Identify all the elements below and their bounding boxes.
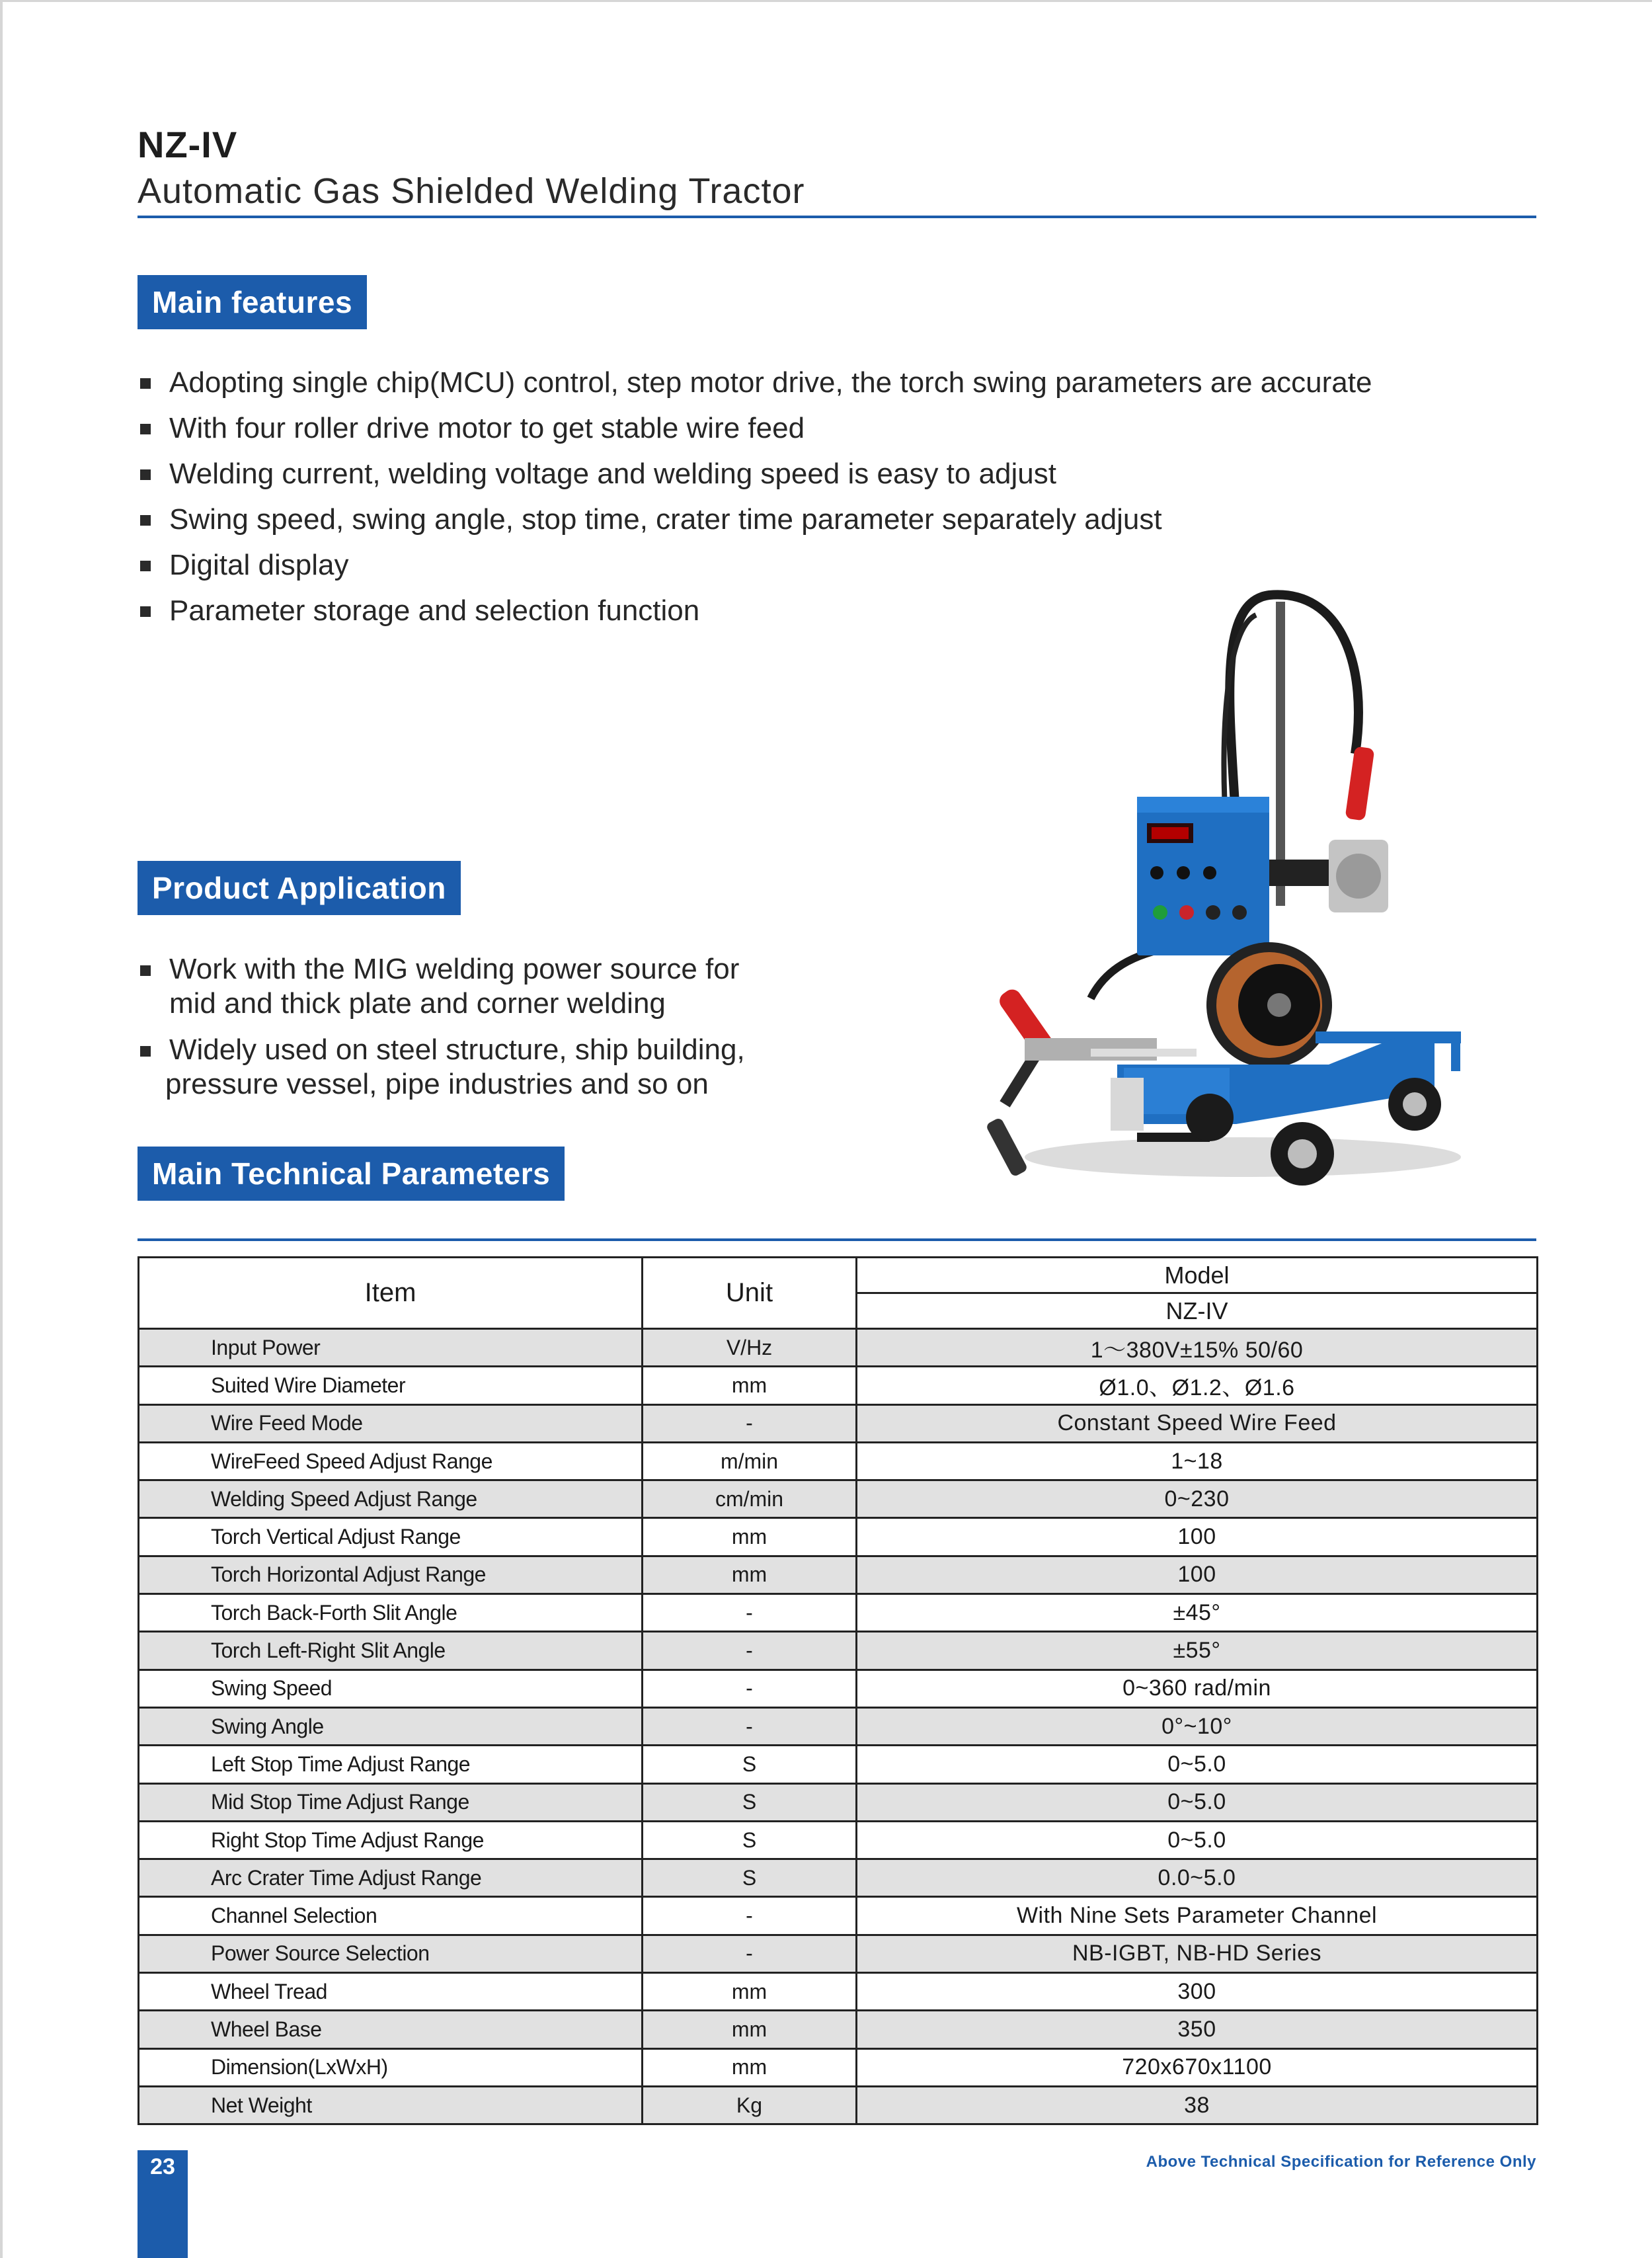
param-unit: - bbox=[643, 1935, 857, 1972]
wire-spool-shape bbox=[1267, 993, 1291, 1017]
param-unit: - bbox=[643, 1594, 857, 1632]
param-value: 350 bbox=[857, 2011, 1538, 2048]
wheel-shape bbox=[1403, 1092, 1427, 1116]
param-item: Torch Vertical Adjust Range bbox=[139, 1518, 643, 1556]
reference-footnote: Above Technical Specification for Reference Only bbox=[1146, 2153, 1536, 2171]
param-unit: - bbox=[643, 1632, 857, 1670]
param-value: 0~5.0 bbox=[857, 1783, 1538, 1821]
param-item: Torch Horizontal Adjust Range bbox=[139, 1556, 643, 1593]
section-heading-technical-parameters: Main Technical Parameters bbox=[138, 1147, 565, 1201]
param-value: 1~18 bbox=[857, 1442, 1538, 1480]
param-value: 100 bbox=[857, 1556, 1538, 1593]
param-item: Swing Speed bbox=[139, 1670, 643, 1707]
table-row bbox=[139, 1404, 1538, 1442]
table-row bbox=[139, 1897, 1538, 1935]
table-row bbox=[139, 1670, 1538, 1707]
control-box-shape bbox=[1137, 797, 1269, 813]
feature-text: Welding current, welding voltage and welding speed is easy to adjust bbox=[169, 458, 1056, 490]
param-value: Ø1.0、Ø1.2、Ø1.6 bbox=[857, 1367, 1538, 1404]
param-value: 300 bbox=[857, 1973, 1538, 2011]
display-shape bbox=[1152, 827, 1189, 839]
param-value: 0~230 bbox=[857, 1480, 1538, 1518]
title-divider bbox=[138, 216, 1536, 218]
param-item: Torch Left-Right Slit Angle bbox=[139, 1632, 643, 1670]
application-text-line2: pressure vessel, pipe industries and so on bbox=[165, 1068, 709, 1100]
param-item: Net Weight bbox=[139, 2086, 643, 2124]
param-item: Right Stop Time Adjust Range bbox=[139, 1821, 643, 1859]
torch-handle-shape bbox=[1345, 746, 1374, 821]
feature-text: Parameter storage and selection function bbox=[169, 594, 700, 627]
list-item bbox=[138, 408, 1372, 454]
param-unit: S bbox=[643, 1783, 857, 1821]
section-heading-main-features: Main features bbox=[138, 275, 367, 329]
param-value: 1～380V±15% 50/60 bbox=[857, 1329, 1538, 1367]
application-text-line1: Widely used on steel structure, ship building, bbox=[169, 1033, 745, 1066]
shadow-shape bbox=[1025, 1137, 1461, 1177]
section-heading-product-application: Product Application bbox=[138, 861, 461, 915]
param-unit: m/min bbox=[643, 1442, 857, 1480]
square-bullet-icon bbox=[140, 1046, 151, 1057]
param-item: Wire Feed Mode bbox=[139, 1404, 643, 1442]
table-row bbox=[139, 1859, 1538, 1897]
list-item bbox=[138, 1033, 745, 1102]
param-value: 0°~10° bbox=[857, 1707, 1538, 1745]
page-number: 23 bbox=[150, 2154, 175, 2179]
table-row bbox=[139, 2048, 1538, 2086]
list-item bbox=[138, 952, 745, 1021]
square-bullet-icon bbox=[140, 424, 151, 434]
table-row bbox=[139, 2086, 1538, 2124]
param-item: Suited Wire Diameter bbox=[139, 1367, 643, 1404]
table-row bbox=[139, 1367, 1538, 1404]
param-item: Torch Back-Forth Slit Angle bbox=[139, 1594, 643, 1632]
param-value: Constant Speed Wire Feed bbox=[857, 1404, 1538, 1442]
param-unit: S bbox=[643, 1859, 857, 1897]
table-row bbox=[139, 1935, 1538, 1972]
param-value: 0.0~5.0 bbox=[857, 1859, 1538, 1897]
param-unit: mm bbox=[643, 1518, 857, 1556]
param-unit: Kg bbox=[643, 2086, 857, 2124]
application-text-line1: Work with the MIG welding power source for bbox=[169, 953, 740, 985]
param-item: WireFeed Speed Adjust Range bbox=[139, 1442, 643, 1480]
param-unit: - bbox=[643, 1897, 857, 1935]
page-edge-left bbox=[0, 0, 3, 2258]
param-item: Swing Angle bbox=[139, 1707, 643, 1745]
param-value: 0~5.0 bbox=[857, 1746, 1538, 1783]
param-unit: mm bbox=[643, 2048, 857, 2086]
param-value: ±55° bbox=[857, 1632, 1538, 1670]
table-row bbox=[139, 1329, 1538, 1367]
table-row bbox=[139, 1480, 1538, 1518]
page-edge-top bbox=[0, 0, 1652, 2]
torch-body-shape bbox=[985, 1117, 1028, 1178]
square-bullet-icon bbox=[140, 378, 151, 389]
feeder-roller-shape bbox=[1336, 854, 1381, 899]
list-item bbox=[138, 499, 1372, 545]
param-value: NB-IGBT, NB-HD Series bbox=[857, 1935, 1538, 1972]
param-value: 38 bbox=[857, 2086, 1538, 2124]
square-bullet-icon bbox=[140, 965, 151, 976]
table-row bbox=[139, 1821, 1538, 1859]
square-bullet-icon bbox=[140, 561, 151, 571]
welding-tractor-illustration bbox=[959, 575, 1487, 1197]
button-shape bbox=[1232, 905, 1247, 920]
technical-parameters-table bbox=[138, 1256, 1538, 2125]
param-unit: mm bbox=[643, 1973, 857, 2011]
table-row bbox=[139, 1442, 1538, 1480]
square-bullet-icon bbox=[140, 469, 151, 480]
knob-shape bbox=[1203, 866, 1216, 879]
param-item: Dimension(LxWxH) bbox=[139, 2048, 643, 2086]
cable-shape bbox=[1230, 594, 1358, 827]
table-row bbox=[139, 1556, 1538, 1593]
table-divider bbox=[138, 1238, 1536, 1241]
feature-text: Adopting single chip(MCU) control, step motor drive, the torch swing parameters are accurate bbox=[169, 366, 1372, 399]
button-shape bbox=[1206, 905, 1220, 920]
param-unit: S bbox=[643, 1821, 857, 1859]
table-row bbox=[139, 2011, 1538, 2048]
list-item bbox=[138, 454, 1372, 499]
knob-shape bbox=[1150, 866, 1163, 879]
table-row bbox=[139, 1973, 1538, 2011]
param-item: Input Power bbox=[139, 1329, 643, 1367]
param-unit: S bbox=[643, 1746, 857, 1783]
model-title: NZ-IV bbox=[138, 124, 238, 165]
column-header-model: Model bbox=[857, 1258, 1538, 1293]
param-value: With Nine Sets Parameter Channel bbox=[857, 1897, 1538, 1935]
param-unit: - bbox=[643, 1707, 857, 1745]
param-unit: cm/min bbox=[643, 1480, 857, 1518]
application-list bbox=[138, 952, 745, 1113]
param-value: 720x670x1100 bbox=[857, 2048, 1538, 2086]
application-text-line2: mid and thick plate and corner welding bbox=[169, 987, 666, 1020]
button-shape bbox=[1153, 905, 1167, 920]
param-item: Wheel Tread bbox=[139, 1973, 643, 2011]
param-value: ±45° bbox=[857, 1594, 1538, 1632]
param-unit: V/Hz bbox=[643, 1329, 857, 1367]
model-name-header: NZ-IV bbox=[857, 1293, 1538, 1329]
param-item: Arc Crater Time Adjust Range bbox=[139, 1859, 643, 1897]
param-unit: mm bbox=[643, 1367, 857, 1404]
column-header-item: Item bbox=[139, 1258, 643, 1329]
column-header-unit: Unit bbox=[643, 1258, 857, 1329]
param-unit: mm bbox=[643, 2011, 857, 2048]
param-item: Left Stop Time Adjust Range bbox=[139, 1746, 643, 1783]
wheel-shape bbox=[1288, 1139, 1317, 1168]
param-unit: mm bbox=[643, 1556, 857, 1593]
feature-text: With four roller drive motor to get stable wire feed bbox=[169, 412, 805, 444]
table-row bbox=[139, 1632, 1538, 1670]
button-shape bbox=[1179, 905, 1194, 920]
knob-shape bbox=[1177, 866, 1190, 879]
table-row bbox=[139, 1707, 1538, 1745]
arm-shape bbox=[1269, 860, 1329, 886]
list-item bbox=[138, 362, 1372, 408]
param-unit: - bbox=[643, 1670, 857, 1707]
square-bullet-icon bbox=[140, 606, 151, 617]
param-item: Mid Stop Time Adjust Range bbox=[139, 1783, 643, 1821]
param-value: 0~360 rad/min bbox=[857, 1670, 1538, 1707]
feature-text: Digital display bbox=[169, 549, 349, 581]
product-subtitle: Automatic Gas Shielded Welding Tractor bbox=[138, 171, 805, 211]
param-value: 0~5.0 bbox=[857, 1821, 1538, 1859]
table-row bbox=[139, 1783, 1538, 1821]
slide-rod-shape bbox=[1091, 1049, 1197, 1057]
feature-text: Swing speed, swing angle, stop time, crater time parameter separately adjust bbox=[169, 503, 1162, 536]
table-row bbox=[139, 1746, 1538, 1783]
table-row bbox=[139, 1518, 1538, 1556]
param-item: Welding Speed Adjust Range bbox=[139, 1480, 643, 1518]
rail-arm-shape bbox=[1451, 1031, 1460, 1071]
guide-plate-shape bbox=[1111, 1078, 1144, 1131]
param-value: 100 bbox=[857, 1518, 1538, 1556]
wheel-shape bbox=[1186, 1094, 1234, 1141]
param-unit: - bbox=[643, 1404, 857, 1442]
table-row bbox=[139, 1594, 1538, 1632]
param-item: Channel Selection bbox=[139, 1897, 643, 1935]
param-item: Power Source Selection bbox=[139, 1935, 643, 1972]
square-bullet-icon bbox=[140, 515, 151, 526]
param-item: Wheel Base bbox=[139, 2011, 643, 2048]
